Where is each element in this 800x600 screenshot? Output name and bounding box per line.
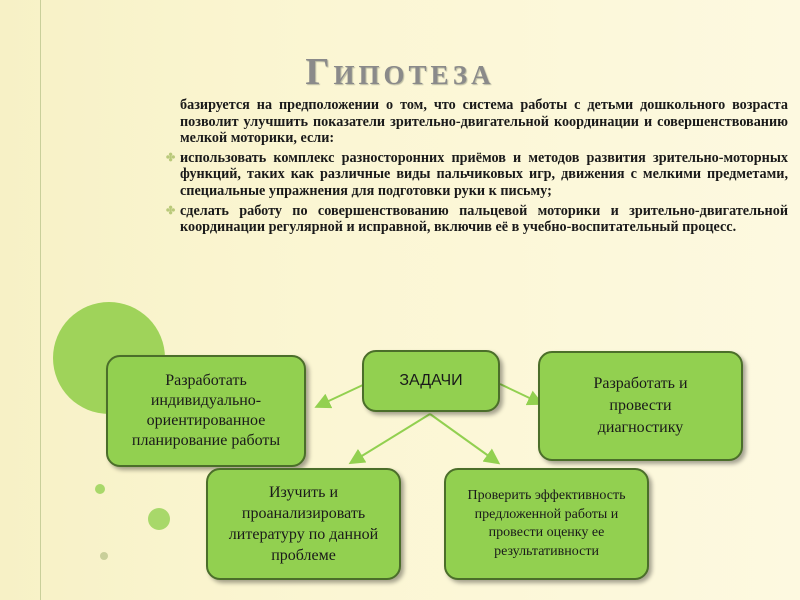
bullet-icon: ✤	[166, 204, 176, 217]
task-label: Проверить эффективность предложенной работы и провести оценку ее результативности	[467, 488, 626, 559]
bullet-icon: ✤	[166, 151, 176, 164]
arrow-to-bottom-left	[352, 414, 430, 462]
arrow-to-right	[500, 384, 540, 403]
arrow-to-left	[318, 384, 365, 406]
task-box-diagnostics	[538, 351, 743, 461]
task-box-planning	[106, 355, 306, 467]
tasks-center-box	[362, 350, 500, 412]
bullet-text: использовать комплекс разносторонних приёмов и методов развития зрительно-моторных функций, таких как различные виды пальчиковых игр, движения с мелкими предметами, специальные упражнения для подготовки руки к письму;	[180, 149, 788, 199]
task-label: Разработать и провести диагностику	[593, 375, 688, 436]
task-box-evaluation	[444, 468, 649, 580]
arrow-to-bottom-right	[430, 414, 497, 462]
slide-title: Гипотеза	[305, 51, 495, 93]
task-label: Изучить и проанализировать литературу по данной проблеме	[228, 484, 379, 564]
task-label: Разработать индивидуально-ориентированное планирование работы	[131, 372, 281, 449]
task-box-literature	[206, 468, 401, 580]
bullet-text: сделать работу по совершенствованию пальцевой моторики и зрительно-двигательной координации регулярной и исправной, включив её в учебно-воспитательный процесс.	[180, 202, 788, 236]
intro-paragraph: базируется на предположении о том, что система работы с детьми дошкольного возраста позволит улучшить показатели зрительно-двигательной координации и совершенствованию мелкой моторики, если:	[180, 97, 788, 147]
tasks-center-label: ЗАДАЧИ	[399, 372, 463, 389]
